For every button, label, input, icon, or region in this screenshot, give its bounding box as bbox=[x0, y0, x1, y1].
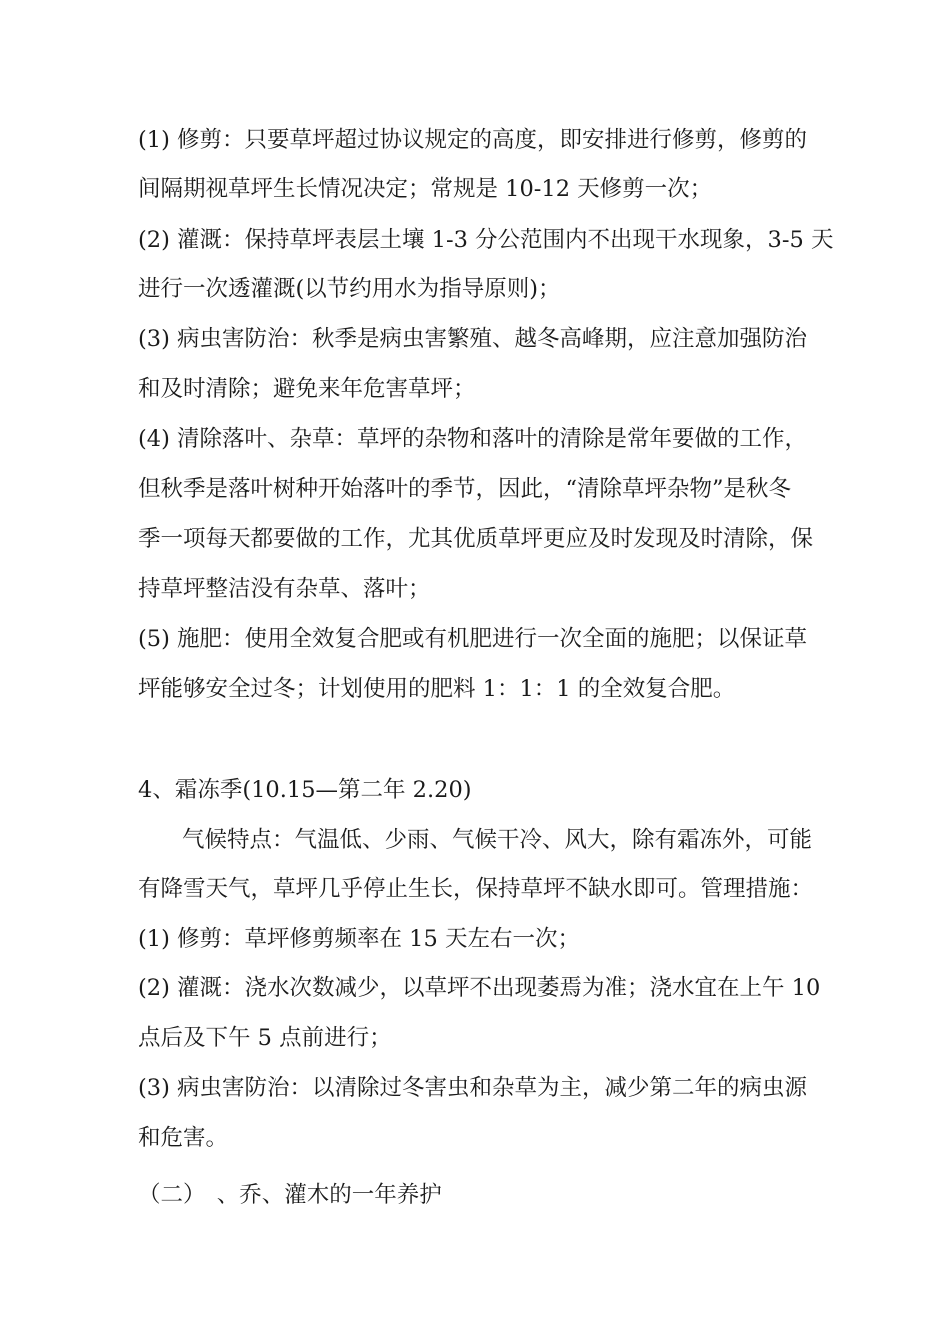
paragraph-line: (3) 病虫害防治：以清除过冬害虫和杂草为主，减少第二年的病虫源 bbox=[138, 1075, 808, 1101]
paragraph-line: 点后及下午 5 点前进行； bbox=[138, 1025, 392, 1051]
paragraph-line: 持草坪整洁没有杂草、落叶； bbox=[138, 576, 431, 602]
paragraph-line: 有降雪天气，草坪几乎停止生长，保持草坪不缺水即可。管理措施： bbox=[138, 876, 814, 902]
section-heading: （二） 、乔、灌木的一年养护 bbox=[138, 1182, 442, 1208]
paragraph-line: (5) 施肥：使用全效复合肥或有机肥进行一次全面的施肥；以保证草 bbox=[138, 626, 808, 652]
paragraph-line: 气候特点：气温低、少雨、气候干冷、风大，除有霜冻外，可能 bbox=[182, 827, 813, 853]
paragraph-line: 和危害。 bbox=[138, 1125, 229, 1151]
paragraph-line: 进行一次透灌溉(以节约用水为指导原则)； bbox=[138, 276, 561, 302]
paragraph-line: 间隔期视草坪生长情况决定；常规是 10-12 天修剪一次； bbox=[138, 176, 713, 202]
paragraph-line: 但秋季是落叶树种开始落叶的季节，因此，“清除草坪杂物”是秋冬 bbox=[138, 476, 792, 502]
paragraph-line: (1) 修剪：草坪修剪频率在 15 天左右一次； bbox=[138, 926, 580, 952]
paragraph-line: 坪能够安全过冬；计划使用的肥料 1：1：1 的全效复合肥。 bbox=[138, 676, 736, 702]
paragraph-line: (2) 灌溉：浇水次数减少，以草坪不出现萎焉为准；浇水宜在上午 10 bbox=[138, 975, 821, 1001]
paragraph-line: (3) 病虫害防治：秋季是病虫害繁殖、越冬高峰期，应注意加强防治 bbox=[138, 326, 808, 352]
paragraph-line: 和及时清除；避免来年危害草坪； bbox=[138, 376, 476, 402]
paragraph-line: (2) 灌溉：保持草坪表层土壤 1-3 分公范围内不出现干水现象，3-5 天 bbox=[138, 227, 834, 253]
paragraph-line: (4) 清除落叶、杂草：草坪的杂物和落叶的清除是常年要做的工作， bbox=[138, 426, 808, 452]
paragraph-line: (1) 修剪：只要草坪超过协议规定的高度，即安排进行修剪，修剪的 bbox=[138, 127, 808, 153]
paragraph-line: 季一项每天都要做的工作，尤其优质草坪更应及时发现及时清除，保 bbox=[138, 526, 814, 552]
section-heading: 4、霜冻季(10.15—第二年 2.20) bbox=[138, 777, 472, 803]
